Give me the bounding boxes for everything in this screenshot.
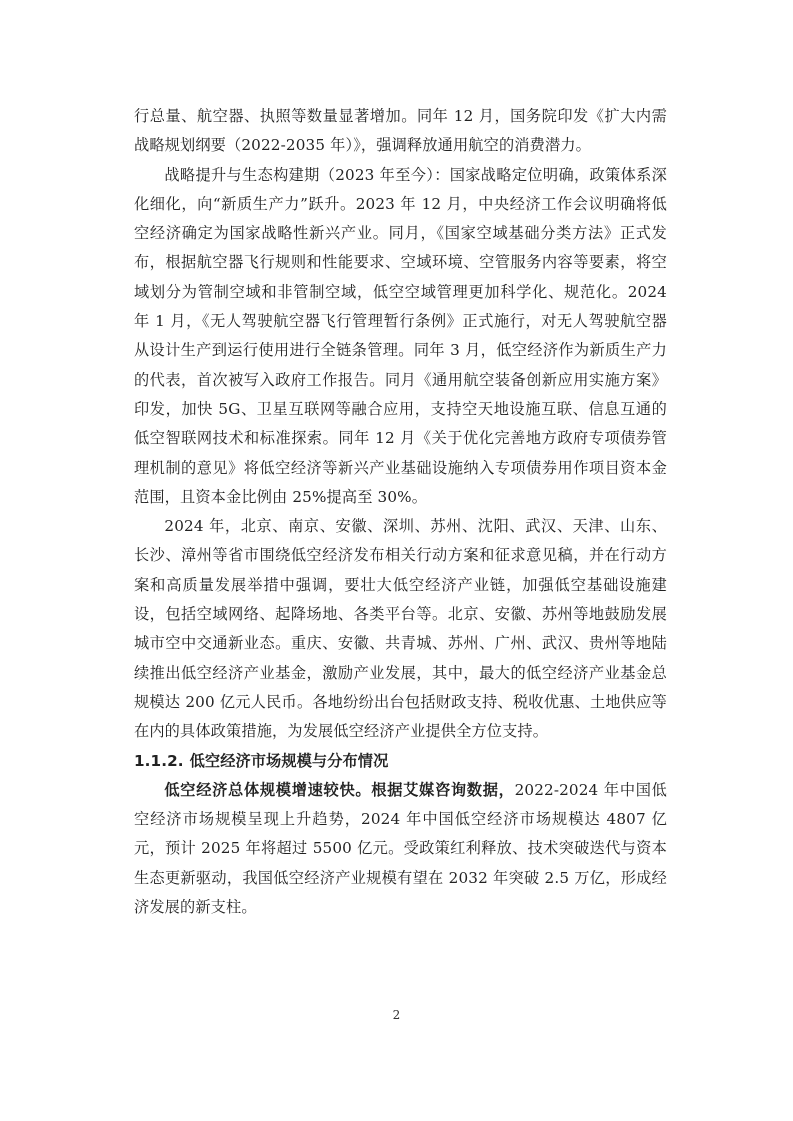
market-lead-sentence: 低空经济总体规模增速较快。根据艾媒咨询数据， <box>164 780 515 799</box>
section-heading <box>134 747 667 776</box>
paragraph-continuation: 行总量、航空器、执照等数量显著增加。同年 12 月，国务院印发《扩大内需战略规划纲要（2022-2035 年）》，强调释放通用航空的消费潜力。 <box>134 107 667 155</box>
paragraph-local-policies: 2024 年，北京、南京、安徽、深圳、苏州、沈阳、武汉、天津、山东、长沙、漳州等省市围绕低空经济发布相关行动方案和征求意见稿，并在行动方案和高质量发展举措中强调，要壮大低空经济产业链，加强低空基础设施建设，包括空域网络、起降场地、各类平台等。北京、安徽、苏州等地鼓励发展城市空中交通新业态。重庆、安徽、共青城、苏州、广州、武汉、贵州等地陆续推出低空经济产业基金，激励产业发展，其中，最大的低空经济产业基金总规模达 200 亿元人民币。各地纷纷出台包括财政支持、税收优惠、土地供应等在内的具体政策措施，为发展低空经济产业提供全方位支持。 <box>134 517 667 741</box>
section-title: 低空经济市场规模与分布情况 <box>189 751 389 770</box>
body-text <box>134 102 667 922</box>
section-number: 1.1.2. <box>134 751 184 770</box>
paragraph-market-size <box>134 776 667 922</box>
page-number: 2 <box>392 1008 401 1022</box>
paragraph-strategy-phase: 战略提升与生态构建期（2023 年至今）：国家战略定位明确，政策体系深化细化，向“新质生产力”跃升。2023 年 12 月，中央经济工作会议明确将低空经济确定为国家战略性新兴产业。同月，《国家空域基础分类方法》正式发布，根据航空器飞行规则和性能要求、空域环境、空管服务内容等要素，将空域划分为管制空域和非管制空域，低空空域管理更加科学化、规范化。2024 年 1 月，《无人驾驶航空器飞行管理暂行条例》正式施行，对无人驾驶航空器从设计生产到运行使用进行全链条管理。同年 3 月，低空经济作为新质生产力的代表，首次被写入政府工作报告。同月《通用航空装备创新应用实施方案》印发，加快 5G、卫星互联网等融合应用，支持空天地设施互联、信息互通的低空智联网技术和标准探索。同年 12 月《关于优化完善地方政府专项债券管理机制的意见》将低空经济等新兴产业基础设施纳入专项债券用作项目资本金范围，且资本金比例由 25%提高至 30%。 <box>134 165 667 506</box>
market-body: 2022-2024 年中国低空经济市场规模呈现上升趋势，2024 年中国低空经济市场规模达 4807 亿元，预计 2025 年将超过 5500 亿元。受政策红利释放、技术突破迭代与资本生态更新驱动，我国低空经济产业规模有望在 2032 年突破 2.5 万亿，形成经济发展的新支柱。 <box>134 780 667 917</box>
